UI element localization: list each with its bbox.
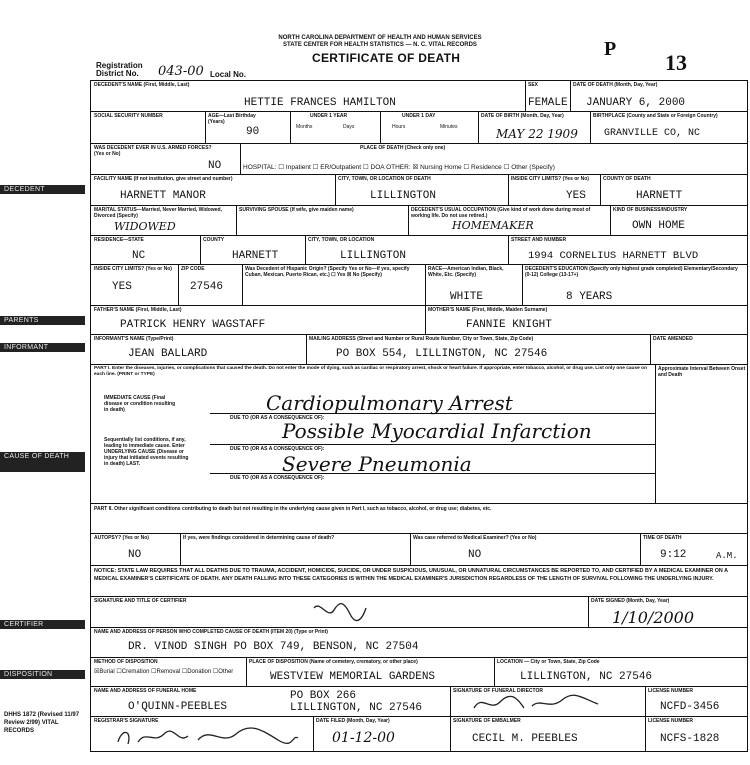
rule [508,235,509,264]
embalmer-value: CECIL M. PEEBLES [472,733,578,745]
rule [640,533,641,565]
father-value: PATRICK HENRY WAGSTAFF [120,319,266,331]
header-mark: P [604,38,617,60]
due-to-label: DUE TO (OR AS A CONSEQUENCE OF): [230,475,325,481]
rule [570,80,571,111]
birthplace-label: BIRTHPLACE (County and State or Foreign Country) [593,113,718,119]
rule [478,111,479,143]
place-of-death-label: PLACE OF DEATH (Check only one) [360,145,446,151]
header-line2: STATE CENTER FOR HEALTH STATISTICS — N. C. VITAL RECORDS [283,42,477,48]
rule [408,205,409,235]
residence-city-label: CITY, TOWN, OR LOCATION [308,237,375,243]
sex-label: SEX [528,82,539,88]
informant-name-label: INFORMANT'S NAME (Type/Print) [94,336,174,342]
rule [305,235,306,264]
city-of-death-value: LILLINGTON [370,190,437,202]
certifier-signature-label: SIGNATURE AND TITLE OF CERTIFIER [94,598,187,604]
rule [90,111,748,112]
residence-county-value: HARNETT [232,250,279,262]
date-filed-value: 01-12-00 [332,730,395,746]
months-label: Months [296,124,313,130]
side-label-decedent: DECEDENT [0,185,85,194]
armed-forces-value: NO [208,160,222,172]
rule [90,533,748,534]
funeral-home-address2: LILLINGTON, NC 27546 [290,702,423,714]
funeral-director-label: SIGNATURE OF FUNERAL DIRECTOR [453,688,544,694]
findings-label: If yes, were findings considered in determining cause of death? [183,535,335,541]
rule [242,264,243,305]
due-to-label: DUE TO (OR AS A CONSEQUENCE OF): [230,415,325,421]
certificate-number: 13 [665,50,687,75]
residence-state-label: RESIDENCE—STATE [94,237,144,243]
mother-value: FANNIE KNIGHT [466,319,552,331]
occupation-label: DECEDENT'S USUAL OCCUPATION (Give kind of work done during most of working life. Do not use retired.) [411,207,591,219]
disposition-place-value: WESTVIEW MEMORIAL GARDENS [270,671,436,683]
dod-label: DATE OF DEATH (Month, Day, Year) [573,82,658,88]
informant-address: PO BOX 554, LILLINGTON, NC 27546 [336,348,548,360]
rule [90,143,748,144]
birthplace-value: GRANVILLE CO, NC [604,128,701,139]
residence-city-value: LILLINGTON [340,250,407,262]
rule [205,111,206,143]
rule [522,264,523,305]
cause-b: Possible Myocardial Infarction [282,419,592,443]
person-completed-value: DR. VINOD SINGH PO BOX 749, BENSON, NC 27504 [128,641,419,653]
hispanic-label: Was Decedent of Hispanic Origin? (Specify Yes or No—If yes, specify Cuban, Mexican, Puerto Rican, etc.) ☐ Yes ☒ No (Specify) [245,266,410,278]
rule [508,174,509,205]
part1-label: PART I. Enter the diseases, injuries, or complications that caused the death. Do not enter the mode of dying, such as cardiac or respiratory arrest, shock or heart failure. If appropriate, enter tobacco, alcohol, or drug use. List only one cause on each line. (PRINT or TYPE) [94,366,648,377]
rule [306,334,307,364]
race-value: WHITE [450,291,484,303]
time-of-death-ampm: A.M. [716,551,738,561]
days-label: Days [343,124,355,130]
registrar-signature [112,722,302,750]
rule [494,657,495,686]
rule [90,627,748,628]
autopsy-value: NO [128,549,142,561]
rule [645,686,646,752]
street-value: 1994 CORNELIUS HARNETT BLVD [528,250,699,262]
business-label: KIND OF BUSINESS/INDUSTRY [613,207,688,213]
disposition-location-value: LILLINGTON, NC 27546 [520,671,653,683]
residence-state-value: NC [132,250,146,262]
rule [610,205,611,235]
minutes-label: Minutes [440,124,458,130]
spouse-label: SURVIVING SPOUSE (If wife, give maiden name) [239,207,354,213]
dob-value: MAY 22 1909 [496,127,578,141]
father-label: FATHER'S NAME (First, Middle, Last) [94,307,182,313]
date-amended-label: DATE AMENDED [653,336,693,342]
county-of-death-label: COUNTY OF DEATH [603,176,651,182]
education-value: 8 YEARS [566,291,613,303]
funeral-director-signature [470,690,610,716]
city-of-death-label: CITY, TOWN, OR LOCATION OF DEATH [338,176,431,182]
header-agency [250,35,510,49]
informant-address-label: MAILING ADDRESS (Street and Number or Rural Route Number, City or Town, State, Zip Code) [309,336,534,342]
rule [210,444,655,445]
rule [90,205,748,206]
rule [246,657,247,686]
under-1-day-label: UNDER 1 DAY [402,113,436,119]
cause-c: Severe Pneumonia [282,452,472,476]
inside-limits-label: INSIDE CITY LIMITS? (Yes or No) [511,176,589,182]
decedent-name: HETTIE FRANCES HAMILTON [244,97,396,109]
immediate-cause-label: IMMEDIATE CAUSE (Final disease or condition resulting in death) [104,395,176,413]
rule [90,716,748,717]
rule [290,111,291,143]
rule [90,686,748,687]
rule [313,716,314,752]
rule [590,111,591,143]
disposition-place-label: PLACE OF DISPOSITION (Name of cemetery, crematory, or other place) [249,659,418,665]
rule [236,205,237,235]
rule [90,565,748,566]
marital-value: WIDOWED [114,220,176,233]
business-value: OWN HOME [632,220,685,232]
date-signed-value: 1/10/2000 [612,608,695,627]
rule [90,235,748,236]
license-number-1: NCFD-3456 [660,701,720,713]
occupation-value: HOMEMAKER [452,219,534,232]
due-to-label: DUE TO (OR AS A CONSEQUENCE OF): [230,446,325,452]
embalmer-label: SIGNATURE OF EMBALMER [453,718,521,724]
armed-forces-label: WAS DECEDENT EVER IN U.S. ARMED FORCES? (Yes or No) [94,145,212,157]
sex-value: FEMALE [528,97,568,109]
place-of-death-options: HOSPITAL: ☐ Inpatient ☐ ER/Outpatient ☐ DOA OTHER: ☒ Nursing Home ☐ Residence ☐ Other (Specify) [243,164,555,171]
rule [655,364,656,503]
rule [90,503,748,504]
rule [425,305,426,334]
decedent-name-label: DECEDENT'S NAME (First, Middle, Last) [94,82,190,88]
street-label: STREET AND NUMBER [511,237,567,243]
rule [600,174,601,205]
rule [410,533,411,565]
license-number-2: NCFS-1828 [660,733,720,745]
interval-label: Approximate Interval Between Onset and Death [658,366,746,378]
rule [380,111,381,143]
rule [450,686,451,752]
local-no-label: Local No. [210,70,247,79]
date-signed-label: DATE SIGNED (Month, Day, Year) [591,598,670,604]
person-completed-label: NAME AND ADDRESS OF PERSON WHO COMPLETED CAUSE OF DEATH (ITEM 20) (Type or Print) [94,629,328,635]
residence-inside-label: INSIDE CITY LIMITS? (Yes or No) [94,266,172,272]
time-of-death-value: 9:12 [660,549,687,561]
funeral-home-label: NAME AND ADDRESS OF FUNERAL HOME [94,688,197,694]
part2-label: PART II. Other significant conditions contributing to death but not resulting in the underlying cause given in Part I, such as tobacco, alcohol, or drug use; diabetes, etc. [94,506,492,512]
rule [90,364,748,365]
side-label-informant: INFORMANT [0,343,85,352]
zip-value: 27546 [190,281,224,293]
date-filed-label: DATE FILED (Month, Day, Year) [316,718,390,724]
education-label: DECEDENT'S EDUCATION (Specify only highest grade completed) Elementary/Secondary (0-12) College (13-17+) [525,266,738,278]
examiner-label: Was case referred to Medical Examiner? (Yes or No) [413,535,537,541]
rule [525,80,526,111]
side-label-parents: PARENTS [0,316,85,325]
rule [90,264,748,265]
certificate-title: CERTIFICATE OF DEATH [312,51,461,65]
registration-value: 043-00 [158,64,204,79]
facility-label: FACILITY NAME (If not institution, give street and number) [94,176,233,182]
residence-county-label: COUNTY [203,237,225,243]
header-line1: NORTH CAROLINA DEPARTMENT OF HEALTH AND HUMAN SERVICES [278,35,482,41]
age-label: AGE—Last Birthday (Years) [208,113,256,125]
form-id: DHHS 1872 (Revised 11/97 Review 2/99) VITAL RECORDS [4,712,80,734]
rule [90,596,748,597]
rule [200,235,201,264]
registrar-signature-label: REGISTRAR'S SIGNATURE [94,718,159,724]
age-value: 90 [246,126,260,138]
ssn-label: SOCIAL SECURITY NUMBER [94,113,163,119]
rule [90,174,748,175]
rule [90,305,748,306]
certifier-signature [310,598,370,624]
registration-label: Registration District No. [96,61,143,78]
dob-label: DATE OF BIRTH (Month, Day, Year) [481,113,564,119]
funeral-home-name: O'QUINN-PEEBLES [128,701,228,713]
rule [240,143,241,174]
dod-value: JANUARY 6, 2000 [586,97,686,109]
sequential-label: Sequentially list conditions, if any, leading to immediate cause. Enter UNDERLYING CAUSE (Disease or injury that initiated events resulting in death) LAST. [104,437,189,467]
county-of-death-value: HARNETT [636,190,683,202]
side-label-disposition: DISPOSITION [0,670,85,679]
informant-name: JEAN BALLARD [128,348,208,360]
rule [335,174,336,205]
disposition-method-options: ☒Burial ☐Cremation ☐Removal ☐Donation ☐Other [94,669,234,675]
facility-value: HARNETT MANOR [120,190,206,202]
zip-label: ZIP CODE [181,266,205,272]
license-number-label: LICENSE NUMBER [648,718,694,724]
autopsy-label: AUTOPSY? (Yes or No) [94,535,149,541]
disposition-method-label: METHOD OF DISPOSITION [94,659,158,665]
examiner-value: NO [468,549,482,561]
rule [588,596,589,627]
marital-label: MARITAL STATUS—Married, Never Married, Widowed, Divorced (Specify) [94,207,222,219]
disposition-location-label: LOCATION — City or Town, State, Zip Code [497,659,600,665]
rule [178,264,179,305]
under-1-year-label: UNDER 1 YEAR [310,113,348,119]
time-of-death-label: TIME OF DEATH [643,535,682,541]
rule [650,334,651,364]
cause-a: Cardiopulmonary Arrest [266,391,513,415]
residence-inside-value: YES [112,281,132,293]
hours-label: Hours [392,124,406,130]
state-law-notice: NOTICE: STATE LAW REQUIRES THAT ALL DEATHS DUE TO TRAUMA, ACCIDENT, HOMICIDE, SUICIDE, OR UNDER SUSPICIOUS, UNUSUAL, OR UNNATURAL CIRCUMSTANCES BE REPORTED TO, AND CERTIFIED BY A MEDICAL EXAMINER ON A MEDICAL EXAMINER'S CERTIFICATE OF DEATH. ANY DEATH FALLING INTO THESE CATEGORIES IS WITHIN THE MEDICAL EXAMINER'S JURISDICTION REGARDLESS OF THE LENGTH OF SURVIVAL FOLLOWING THE UNDERLYING INJURY. [94,568,728,582]
funeral-home-address1: PO BOX 266 [290,690,357,702]
inside-limits-value: YES [566,190,586,202]
rule [180,533,181,565]
license-number-label: LICENSE NUMBER [648,688,694,694]
mother-label: MOTHER'S NAME (First, Middle, Maiden Surname) [428,307,548,313]
rule [90,657,748,658]
side-label-certifier: CERTIFIER [0,620,85,629]
race-label: RACE—American Indian, Black, White, Etc. (Specify) [428,266,504,278]
rule [425,264,426,305]
side-label-cause: CAUSE OF DEATH [0,452,85,472]
